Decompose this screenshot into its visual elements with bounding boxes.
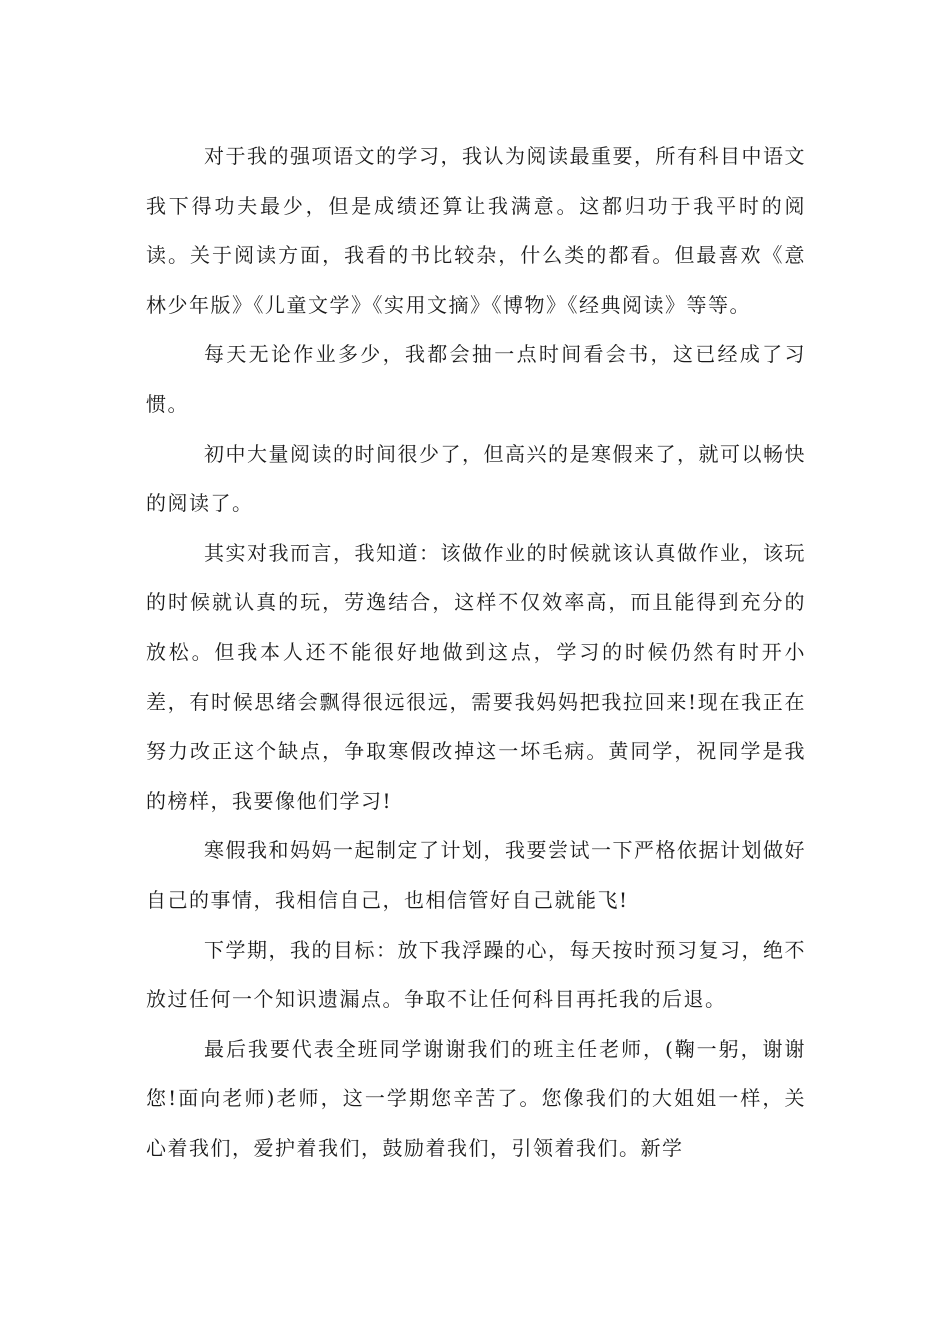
paragraph-winter-plan: 寒假我和妈妈一起制定了计划，我要尝试一下严格依据计划做好自己的事情，我相信自己，也相信管好自己就能飞! [146,838,806,912]
paragraph-next-term-goal: 下学期，我的目标：放下我浮躁的心，每天按时预习复习，绝不放过任何一个知识遗漏点。争取不让任何科目再托我的后退。 [146,937,806,1012]
paragraph-winter-reading: 初中大量阅读的时间很少了，但高兴的是寒假来了，就可以畅快的阅读了。 [146,441,806,516]
paragraph-reading: 对于我的强项语文的学习，我认为阅读最重要，所有科目中语文我下得功夫最少，但是成绩还算让我满意。这都归功于我平时的阅读。关于阅读方面，我看的书比较杂，什么类的都看。但最喜欢《意林少年版》《儿童文学》《实用文摘》《博物》《经典阅读》等等。 [146,144,806,317]
paragraph-thanks-teacher: 最后我要代表全班同学谢谢我们的班主任老师，(鞠一躬，谢谢您!面向老师)老师，这一学期您辛苦了。您像我们的大姐姐一样，关心着我们，爱护着我们，鼓励着我们，引领着我们。新学 [146,1036,806,1160]
document-body [146,132,806,1173]
paragraph-study-balance: 其实对我而言，我知道：该做作业的时候就该认真做作业，该玩的时候就认真的玩，劳逸结合，这样不仅效率高，而且能得到充分的放松。但我本人还不能很好地做到这点，学习的时候仍然有时开小差，有时候思绪会飘得很远很远，需要我妈妈把我拉回来!现在我正在努力改正这个缺点，争取寒假改掉这一坏毛病。黄同学，祝同学是我的榜样，我要像他们学习! [146,540,806,813]
paragraph-daily-habit: 每天无论作业多少，我都会抽一点时间看会书，这已经成了习惯。 [146,342,806,416]
